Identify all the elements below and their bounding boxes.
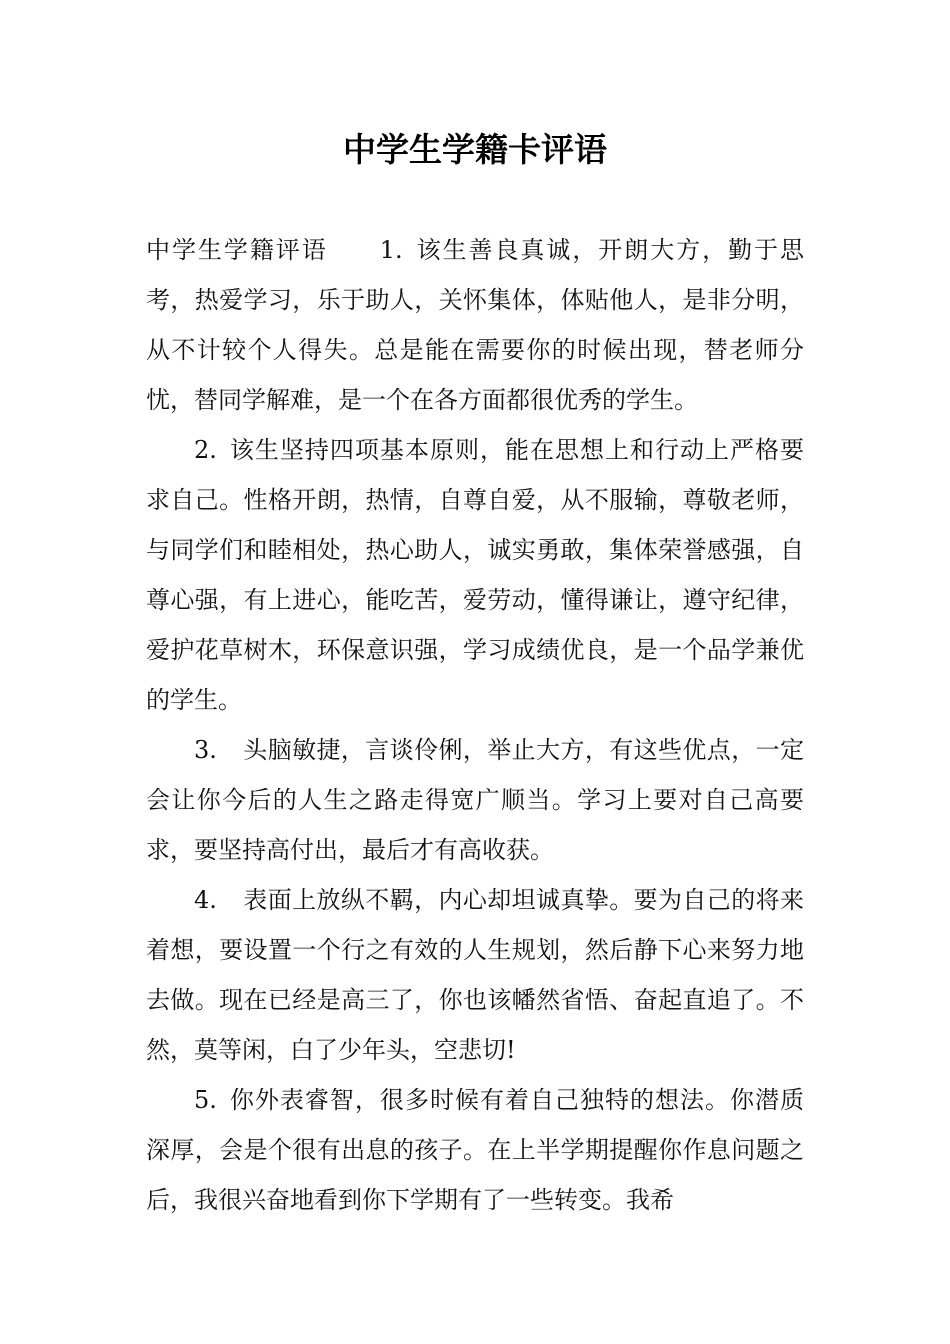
paragraph-text: 该生善良真诚，开朗大方，勤于思考，热爱学习，乐于助人，关怀集体，体贴他人，是非分明，从不计较个人得失。总是能在需要你的时候出现，替老师分忧，替同学解难，是一个在各方面都很优秀的学生。 <box>146 236 805 414</box>
paragraph-number: 5. <box>194 1086 217 1114</box>
paragraph-lead: 中学生学籍评语 <box>146 236 328 264</box>
paragraph-number: 1. <box>379 236 403 264</box>
paragraph-2 <box>146 425 804 725</box>
paragraph-5 <box>146 1075 804 1225</box>
document-body <box>146 225 804 1225</box>
paragraph-3 <box>146 725 804 875</box>
paragraph-text: 头脑敏捷，言谈伶俐，举止大方，有这些优点，一定会让你今后的人生之路走得宽广顺当。学习上要对自己高要求，要坚持高付出，最后才有高收获。 <box>146 736 804 864</box>
paragraph-1 <box>146 225 804 425</box>
paragraph-text: 你外表睿智，很多时候有着自己独特的想法。你潜质深厚，会是个很有出息的孩子。在上半学期提醒你作息问题之后，我很兴奋地看到你下学期有了一些转变。我希 <box>146 1086 804 1214</box>
document-title: 中学生学籍卡评语 <box>343 130 607 169</box>
paragraph-4 <box>146 875 804 1075</box>
paragraph-number: 4. <box>194 886 217 914</box>
paragraph-text: 该生坚持四项基本原则，能在思想上和行动上严格要求自己。性格开朗，热情，自尊自爱，从不服输，尊敬老师，与同学们和睦相处，热心助人，诚实勇敢，集体荣誉感强，自尊心强，有上进心，能吃苦，爱劳动，懂得谦让，遵守纪律，爱护花草树木，环保意识强，学习成绩优良，是一个品学兼优的学生。 <box>146 436 804 714</box>
paragraph-text: 表面上放纵不羁，内心却坦诚真挚。要为自己的将来着想，要设置一个行之有效的人生规划，然后静下心来努力地去做。现在已经是高三了，你也该幡然省悟、奋起直追了。不然，莫等闲，白了少年头，空悲切! <box>146 886 804 1064</box>
paragraph-number: 2. <box>194 436 217 464</box>
paragraph-number: 3. <box>194 736 217 764</box>
